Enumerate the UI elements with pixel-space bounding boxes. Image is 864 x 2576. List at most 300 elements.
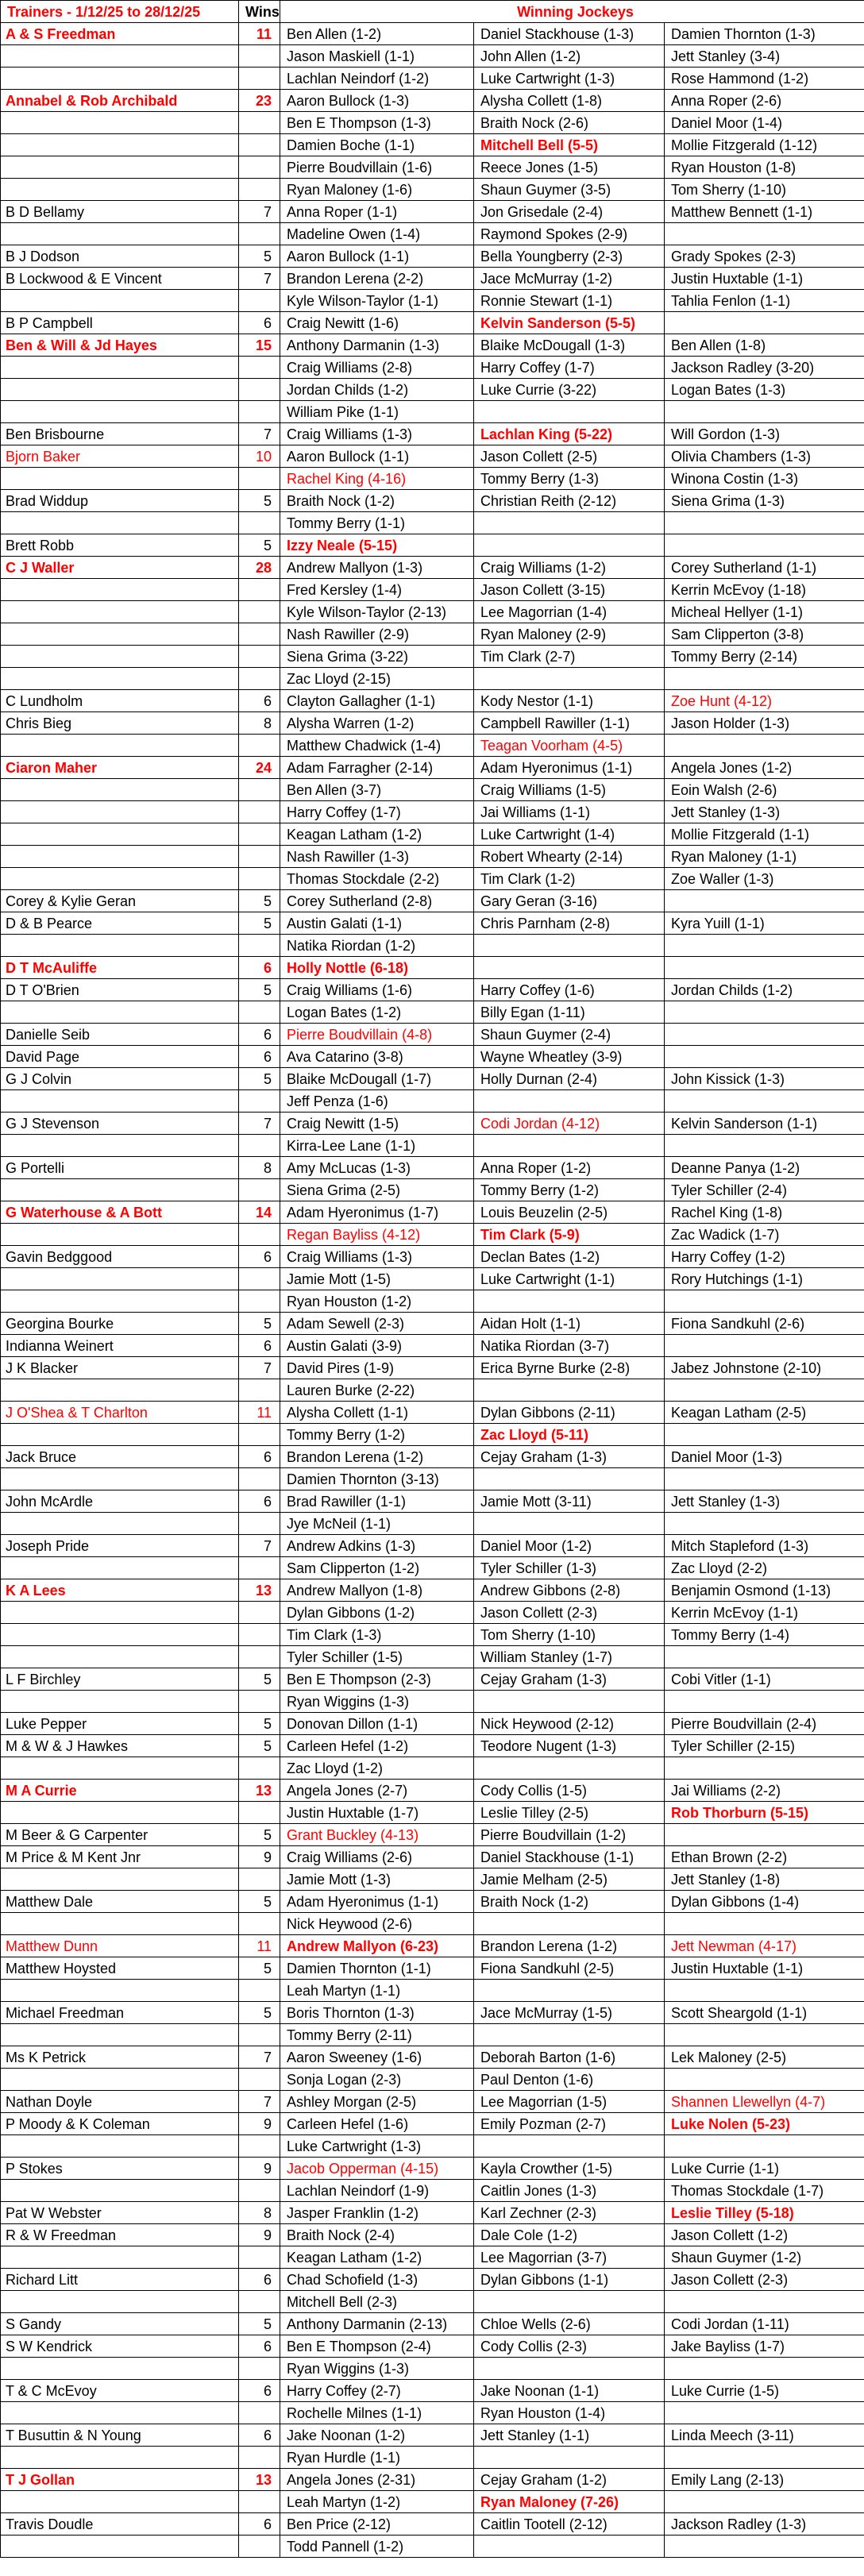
table-body	[1, 23, 864, 2558]
table-row	[1, 512, 864, 534]
table-row	[1, 1935, 864, 1957]
trainer-cell: Brett Robb	[1, 534, 239, 557]
jockey-cell-2: Jason Collett (3-15)	[474, 579, 665, 601]
table-row	[1, 2091, 864, 2113]
wins-cell	[239, 1424, 280, 1446]
jockey-cell-2: Cody Collis (1-5)	[474, 1780, 665, 1802]
trainer-cell: Luke Pepper	[1, 1713, 239, 1735]
trainer-cell	[1, 2291, 239, 2313]
jockey-cell-2: Harry Coffey (1-6)	[474, 979, 665, 1001]
wins-cell	[239, 223, 280, 245]
trainer-cell	[1, 401, 239, 423]
wins-cell: 5	[239, 245, 280, 268]
jockey-cell-1: Blaike McDougall (1-7)	[280, 1068, 474, 1090]
trainer-cell: C J Waller	[1, 557, 239, 579]
trainer-cell	[1, 1001, 239, 1024]
jockey-cell-2: Louis Beuzelin (2-5)	[474, 1201, 665, 1224]
table-row	[1, 935, 864, 957]
trainer-cell	[1, 623, 239, 646]
table-row	[1, 1113, 864, 1135]
jockey-cell-1: Craig Williams (1-3)	[280, 1246, 474, 1268]
trainer-cell	[1, 112, 239, 134]
trainer-cell: G Portelli	[1, 1157, 239, 1179]
trainer-cell	[1, 1913, 239, 1935]
jockey-cell-1: Adam Farragher (2-14)	[280, 757, 474, 779]
table-row	[1, 1691, 864, 1713]
jockey-cell-2: Teodore Nugent (1-3)	[474, 1735, 665, 1757]
trainer-cell	[1, 1379, 239, 1402]
table-row	[1, 1290, 864, 1313]
trainer-cell	[1, 357, 239, 379]
wins-cell: 6	[239, 1046, 280, 1068]
wins-cell: 5	[239, 1068, 280, 1090]
jockey-cell-2: Andrew Gibbons (2-8)	[474, 1579, 665, 1602]
trainer-cell	[1, 1424, 239, 1446]
wins-cell: 5	[239, 1313, 280, 1335]
jockey-cell-3: Jett Newman (4-17)	[665, 1935, 864, 1957]
wins-cell: 9	[239, 2158, 280, 2180]
jockey-cell-1: Justin Huxtable (1-7)	[280, 1802, 474, 1824]
trainers-header: Trainers - 1/12/25 to 28/12/25	[1, 1, 239, 23]
trainer-cell	[1, 846, 239, 868]
jockey-cell-2: Tyler Schiller (1-3)	[474, 1557, 665, 1579]
trainer-cell	[1, 2447, 239, 2469]
jockey-cell-3: Daniel Moor (1-3)	[665, 1446, 864, 1468]
trainer-cell	[1, 2358, 239, 2380]
jockey-cell-3: Olivia Chambers (1-3)	[665, 445, 864, 468]
jockey-cell-3: Damien Thornton (1-3)	[665, 23, 864, 45]
jockey-cell-1: Ryan Wiggins (1-3)	[280, 2358, 474, 2380]
trainer-cell	[1, 1135, 239, 1157]
jockey-cell-1: Nash Rawiller (2-9)	[280, 623, 474, 646]
wins-cell: 6	[239, 1446, 280, 1468]
jockey-cell-2: Natika Riordan (3-7)	[474, 1335, 665, 1357]
jockey-cell-3: Jason Collett (2-3)	[665, 2269, 864, 2291]
jockey-cell-2	[474, 2135, 665, 2158]
trainer-cell	[1, 2024, 239, 2046]
wins-cell	[239, 1001, 280, 1024]
table-row	[1, 1868, 864, 1891]
jockey-cell-3: Pierre Boudvillain (2-4)	[665, 1713, 864, 1735]
jockey-cell-2: Paul Denton (1-6)	[474, 2069, 665, 2091]
jockey-cell-3	[665, 1024, 864, 1046]
wins-cell	[239, 1224, 280, 1246]
trainer-cell: Richard Litt	[1, 2269, 239, 2291]
trainer-cell	[1, 579, 239, 601]
jockey-cell-2: Caitlin Tootell (2-12)	[474, 2513, 665, 2536]
jockey-cell-1: Ashley Morgan (2-5)	[280, 2091, 474, 2113]
jockey-cell-3	[665, 2135, 864, 2158]
jockey-cell-2: Jace McMurray (1-5)	[474, 2002, 665, 2024]
trainer-cell	[1, 2491, 239, 2513]
table-row	[1, 890, 864, 912]
jockey-cell-3: Luke Nolen (5-23)	[665, 2113, 864, 2135]
wins-cell: 5	[239, 1824, 280, 1846]
table-row	[1, 2024, 864, 2046]
jockey-cell-2: Pierre Boudvillain (1-2)	[474, 1824, 665, 1846]
jockey-cell-3: Emily Lang (2-13)	[665, 2469, 864, 2491]
jockey-cell-1: Austin Galati (1-1)	[280, 912, 474, 935]
jockey-cell-1: Craig Williams (1-6)	[280, 979, 474, 1001]
jockey-cell-1: William Pike (1-1)	[280, 401, 474, 423]
jockey-cell-1: Anna Roper (1-1)	[280, 201, 474, 223]
jockey-cell-2: Emily Pozman (2-7)	[474, 2113, 665, 2135]
jockey-cell-3: Justin Huxtable (1-1)	[665, 268, 864, 290]
jockey-cell-1: Damien Boche (1-1)	[280, 134, 474, 156]
trainer-cell: B Lockwood & E Vincent	[1, 268, 239, 290]
wins-cell: 10	[239, 445, 280, 468]
table-row	[1, 668, 864, 690]
jockey-cell-2: Blaike McDougall (1-3)	[474, 334, 665, 357]
jockey-cell-3: Tom Sherry (1-10)	[665, 179, 864, 201]
table-row	[1, 201, 864, 223]
table-row	[1, 2291, 864, 2313]
trainer-cell	[1, 468, 239, 490]
jockey-cell-3: Tahlia Fenlon (1-1)	[665, 290, 864, 312]
jockey-cell-3: Anna Roper (2-6)	[665, 90, 864, 112]
table-row	[1, 1780, 864, 1802]
jockey-cell-2: Erica Byrne Burke (2-8)	[474, 1357, 665, 1379]
table-row	[1, 868, 864, 890]
jockey-cell-1: Rachel King (4-16)	[280, 468, 474, 490]
wins-cell	[239, 2402, 280, 2424]
jockey-cell-2: Kelvin Sanderson (5-5)	[474, 312, 665, 334]
wins-header: Wins	[239, 1, 280, 23]
jockey-cell-3: Ben Allen (1-8)	[665, 334, 864, 357]
wins-cell: 6	[239, 2424, 280, 2447]
wins-cell: 13	[239, 1780, 280, 1802]
wins-cell	[239, 512, 280, 534]
trainer-cell: S Gandy	[1, 2313, 239, 2335]
trainer-cell	[1, 1224, 239, 1246]
jockey-cell-3: Scott Sheargold (1-1)	[665, 2002, 864, 2024]
trainer-cell: Bjorn Baker	[1, 445, 239, 468]
wins-cell: 5	[239, 1891, 280, 1913]
trainer-cell	[1, 2402, 239, 2424]
trainer-cell	[1, 67, 239, 90]
wins-cell	[239, 801, 280, 823]
wins-cell	[239, 1802, 280, 1824]
jockey-cell-1: Damien Thornton (1-1)	[280, 1957, 474, 1980]
trainer-cell: Corey & Kylie Geran	[1, 890, 239, 912]
jockey-cell-1: Ava Catarino (3-8)	[280, 1046, 474, 1068]
trainer-cell: D & B Pearce	[1, 912, 239, 935]
table-row	[1, 1090, 864, 1113]
wins-cell: 11	[239, 1935, 280, 1957]
jockey-cell-2: William Stanley (1-7)	[474, 1646, 665, 1668]
table-row	[1, 2135, 864, 2158]
jockey-cell-1: Andrew Mallyon (1-3)	[280, 557, 474, 579]
jockey-cell-3: Jett Stanley (1-3)	[665, 1490, 864, 1513]
jockey-cell-2: Holly Durnan (2-4)	[474, 1068, 665, 1090]
jockey-cell-3: Tyler Schiller (2-15)	[665, 1735, 864, 1757]
trainer-cell	[1, 1868, 239, 1891]
wins-cell: 7	[239, 268, 280, 290]
jockey-cell-1: Ben E Thompson (1-3)	[280, 112, 474, 134]
jockey-cell-3: Luke Currie (1-1)	[665, 2158, 864, 2180]
trainer-cell: G J Colvin	[1, 1068, 239, 1090]
jockey-cell-2: Cejay Graham (1-3)	[474, 1668, 665, 1691]
table-row	[1, 2313, 864, 2335]
jockey-cell-1: Tommy Berry (1-1)	[280, 512, 474, 534]
trainer-cell: Annabel & Rob Archibald	[1, 90, 239, 112]
table-row	[1, 2402, 864, 2424]
jockey-cell-1: Zac Lloyd (1-2)	[280, 1757, 474, 1780]
wins-cell	[239, 1090, 280, 1113]
table-row	[1, 846, 864, 868]
jockey-cell-1: Jeff Penza (1-6)	[280, 1090, 474, 1113]
jockey-cell-2: Ryan Houston (1-4)	[474, 2402, 665, 2424]
jockey-cell-1: Izzy Neale (5-15)	[280, 534, 474, 557]
jockey-cell-1: Carleen Hefel (1-2)	[280, 1735, 474, 1757]
trainer-cell: C Lundholm	[1, 690, 239, 712]
table-row	[1, 1313, 864, 1335]
jockey-cell-2: Wayne Wheatley (3-9)	[474, 1046, 665, 1068]
jockey-cell-2: Luke Currie (3-22)	[474, 379, 665, 401]
wins-cell	[239, 935, 280, 957]
jockey-cell-3: Jabez Johnstone (2-10)	[665, 1357, 864, 1379]
wins-cell: 7	[239, 1535, 280, 1557]
jockey-cell-1: Anthony Darmanin (2-13)	[280, 2313, 474, 2335]
jockey-cell-3: Jackson Radley (3-20)	[665, 357, 864, 379]
jockey-cell-2: Deborah Barton (1-6)	[474, 2046, 665, 2069]
table-row	[1, 223, 864, 245]
jockey-cell-3: Mollie Fitzgerald (1-1)	[665, 823, 864, 846]
jockey-cell-1: Aaron Bullock (1-3)	[280, 90, 474, 112]
table-row	[1, 1646, 864, 1668]
trainer-cell	[1, 1802, 239, 1824]
jockey-cell-2: Shaun Guymer (2-4)	[474, 1024, 665, 1046]
trainer-cell: Matthew Dunn	[1, 1935, 239, 1957]
wins-cell	[239, 45, 280, 67]
trainer-cell	[1, 512, 239, 534]
jockey-cell-1: Sam Clipperton (1-2)	[280, 1557, 474, 1579]
jockey-cell-3	[665, 2291, 864, 2313]
jockey-cell-1: Pierre Boudvillain (1-6)	[280, 156, 474, 179]
jockey-cell-1: Boris Thornton (1-3)	[280, 2002, 474, 2024]
trainer-cell: L F Birchley	[1, 1668, 239, 1691]
trainer-cell: Gavin Bedggood	[1, 1246, 239, 1268]
jockey-cell-2: Lee Magorrian (1-5)	[474, 2091, 665, 2113]
jockey-cell-1: Natika Riordan (1-2)	[280, 935, 474, 957]
jockey-cell-1: Braith Nock (2-4)	[280, 2224, 474, 2246]
jockey-cell-3: Jai Williams (2-2)	[665, 1780, 864, 1802]
table-row	[1, 1357, 864, 1379]
jockey-cell-3	[665, 2069, 864, 2091]
jockey-cell-3: Benjamin Osmond (1-13)	[665, 1579, 864, 1602]
table-row	[1, 1179, 864, 1201]
jockey-cell-3	[665, 1001, 864, 1024]
jockey-cell-3	[665, 512, 864, 534]
jockey-cell-2: Adam Hyeronimus (1-1)	[474, 757, 665, 779]
table-row	[1, 1157, 864, 1179]
jockey-cell-2: Craig Williams (1-2)	[474, 557, 665, 579]
table-row	[1, 2491, 864, 2513]
wins-cell: 9	[239, 2113, 280, 2135]
wins-cell	[239, 735, 280, 757]
table-row	[1, 468, 864, 490]
table-row	[1, 1135, 864, 1157]
jockey-cell-3: Jake Bayliss (1-7)	[665, 2335, 864, 2358]
trainer-cell	[1, 290, 239, 312]
jockey-cell-2: Tim Clark (1-2)	[474, 868, 665, 890]
jockey-cell-3	[665, 1335, 864, 1357]
table-row	[1, 357, 864, 379]
trainer-cell	[1, 823, 239, 846]
wins-cell: 5	[239, 2002, 280, 2024]
jockey-cell-1: Sonja Logan (2-3)	[280, 2069, 474, 2091]
table-row	[1, 735, 864, 757]
jockey-cell-1: Craig Williams (2-8)	[280, 357, 474, 379]
jockey-cell-3: Ryan Houston (1-8)	[665, 156, 864, 179]
trainer-cell	[1, 2180, 239, 2202]
jockey-cell-1: Kirra-Lee Lane (1-1)	[280, 1135, 474, 1157]
jockey-cell-1: Chad Schofield (1-3)	[280, 2269, 474, 2291]
wins-cell	[239, 1868, 280, 1891]
trainer-cell	[1, 1179, 239, 1201]
trainer-cell: Danielle Seib	[1, 1024, 239, 1046]
table-row	[1, 1513, 864, 1535]
trainer-cell: Ciaron Maher	[1, 757, 239, 779]
wins-cell	[239, 2180, 280, 2202]
wins-cell	[239, 357, 280, 379]
jockey-cell-3: Ryan Maloney (1-1)	[665, 846, 864, 868]
trainer-cell	[1, 179, 239, 201]
wins-cell: 13	[239, 2469, 280, 2491]
wins-cell: 8	[239, 1157, 280, 1179]
jockey-cell-3	[665, 935, 864, 957]
wins-cell: 6	[239, 1246, 280, 1268]
table-row	[1, 45, 864, 67]
jockey-cell-1: Ryan Houston (1-2)	[280, 1290, 474, 1313]
table-row	[1, 1535, 864, 1557]
table-row	[1, 67, 864, 90]
jockey-cell-1: Angela Jones (2-31)	[280, 2469, 474, 2491]
jockey-cell-1: Carleen Hefel (1-6)	[280, 2113, 474, 2135]
jockey-cell-3: Dylan Gibbons (1-4)	[665, 1891, 864, 1913]
jockey-cell-1: Fred Kersley (1-4)	[280, 579, 474, 601]
trainer-cell: D T O'Brien	[1, 979, 239, 1001]
jockey-cell-2: Billy Egan (1-11)	[474, 1001, 665, 1024]
jockey-cell-2: Jake Noonan (1-1)	[474, 2380, 665, 2402]
table-row	[1, 1268, 864, 1290]
wins-cell	[239, 2491, 280, 2513]
table-row	[1, 2380, 864, 2402]
jockey-cell-1: Thomas Stockdale (2-2)	[280, 868, 474, 890]
jockey-cell-3: Rose Hammond (1-2)	[665, 67, 864, 90]
jockey-cell-2: Craig Williams (1-5)	[474, 779, 665, 801]
jockey-cell-1: Zac Lloyd (2-15)	[280, 668, 474, 690]
jockey-cell-1: Brad Rawiller (1-1)	[280, 1490, 474, 1513]
jockey-cell-3: Matthew Bennett (1-1)	[665, 201, 864, 223]
jockey-cell-3	[665, 1824, 864, 1846]
table-row	[1, 179, 864, 201]
table-row	[1, 979, 864, 1001]
wins-cell: 5	[239, 534, 280, 557]
jockey-cell-2: Jon Grisedale (2-4)	[474, 201, 665, 223]
jockey-cell-2: Christian Reith (2-12)	[474, 490, 665, 512]
trainer-cell: Indianna Weinert	[1, 1335, 239, 1357]
table-row	[1, 690, 864, 712]
wins-cell: 6	[239, 2380, 280, 2402]
jockey-cell-1: Andrew Mallyon (1-8)	[280, 1579, 474, 1602]
trainer-cell: T Busuttin & N Young	[1, 2424, 239, 2447]
jockey-cell-2	[474, 1468, 665, 1490]
table-row	[1, 90, 864, 112]
table-row	[1, 1913, 864, 1935]
wins-cell: 7	[239, 201, 280, 223]
wins-cell	[239, 156, 280, 179]
jockey-cell-2	[474, 1757, 665, 1780]
wins-cell: 15	[239, 334, 280, 357]
trainer-cell: David Page	[1, 1046, 239, 1068]
trainer-cell: J K Blacker	[1, 1357, 239, 1379]
jockey-cell-2: Anna Roper (1-2)	[474, 1157, 665, 1179]
jockey-cell-3: Jason Holder (1-3)	[665, 712, 864, 735]
jockey-cell-2: Tim Clark (2-7)	[474, 646, 665, 668]
trainer-cell: B P Campbell	[1, 312, 239, 334]
jockey-cell-3: Jordan Childs (1-2)	[665, 979, 864, 1001]
jockey-cell-3: Harry Coffey (1-2)	[665, 1246, 864, 1268]
jockey-cell-2: Gary Geran (3-16)	[474, 890, 665, 912]
jockey-cell-2: Ryan Maloney (7-26)	[474, 2491, 665, 2513]
jockey-cell-2: Daniel Moor (1-2)	[474, 1535, 665, 1557]
jockey-cell-1: Tim Clark (1-3)	[280, 1624, 474, 1646]
jockey-cell-3: Jett Stanley (1-8)	[665, 1868, 864, 1891]
jockey-cell-2	[474, 2447, 665, 2469]
jockey-cell-1: Leah Martyn (1-1)	[280, 1980, 474, 2002]
jockey-cell-1: Ryan Wiggins (1-3)	[280, 1691, 474, 1713]
table-row	[1, 779, 864, 801]
jockey-cell-2: Jamie Melham (2-5)	[474, 1868, 665, 1891]
jockey-cell-3: Deanne Panya (1-2)	[665, 1157, 864, 1179]
wins-cell	[239, 2447, 280, 2469]
table-row	[1, 245, 864, 268]
jockey-cell-1: Ben E Thompson (2-4)	[280, 2335, 474, 2358]
wins-cell	[239, 2246, 280, 2269]
table-row	[1, 712, 864, 735]
jockey-cell-3: Keagan Latham (2-5)	[665, 1402, 864, 1424]
wins-cell	[239, 1557, 280, 1579]
jockey-cell-1: Siena Grima (2-5)	[280, 1179, 474, 1201]
jockey-cell-2: Zac Lloyd (5-11)	[474, 1424, 665, 1446]
table-row	[1, 2246, 864, 2269]
jockey-cell-3: Justin Huxtable (1-1)	[665, 1957, 864, 1980]
jockey-cell-3: Linda Meech (3-11)	[665, 2424, 864, 2447]
trainer-cell: Ms K Petrick	[1, 2046, 239, 2069]
table-row	[1, 1424, 864, 1446]
jockey-cell-3: Shaun Guymer (1-2)	[665, 2246, 864, 2269]
wins-cell: 6	[239, 957, 280, 979]
jockey-cell-1: Amy McLucas (1-3)	[280, 1157, 474, 1179]
wins-cell	[239, 179, 280, 201]
jockey-cell-1: Tommy Berry (2-11)	[280, 2024, 474, 2046]
jockey-cell-2: Chloe Wells (2-6)	[474, 2313, 665, 2335]
table-row	[1, 401, 864, 423]
trainer-cell: Ben Brisbourne	[1, 423, 239, 445]
trainer-cell: B J Dodson	[1, 245, 239, 268]
jockey-cell-1: Braith Nock (1-2)	[280, 490, 474, 512]
table-row	[1, 2269, 864, 2291]
table-row	[1, 2069, 864, 2091]
wins-cell	[239, 1624, 280, 1646]
table-row	[1, 1624, 864, 1646]
table-row	[1, 290, 864, 312]
wins-cell	[239, 379, 280, 401]
wins-cell: 5	[239, 979, 280, 1001]
wins-cell	[239, 2358, 280, 2380]
wins-cell	[239, 1757, 280, 1780]
